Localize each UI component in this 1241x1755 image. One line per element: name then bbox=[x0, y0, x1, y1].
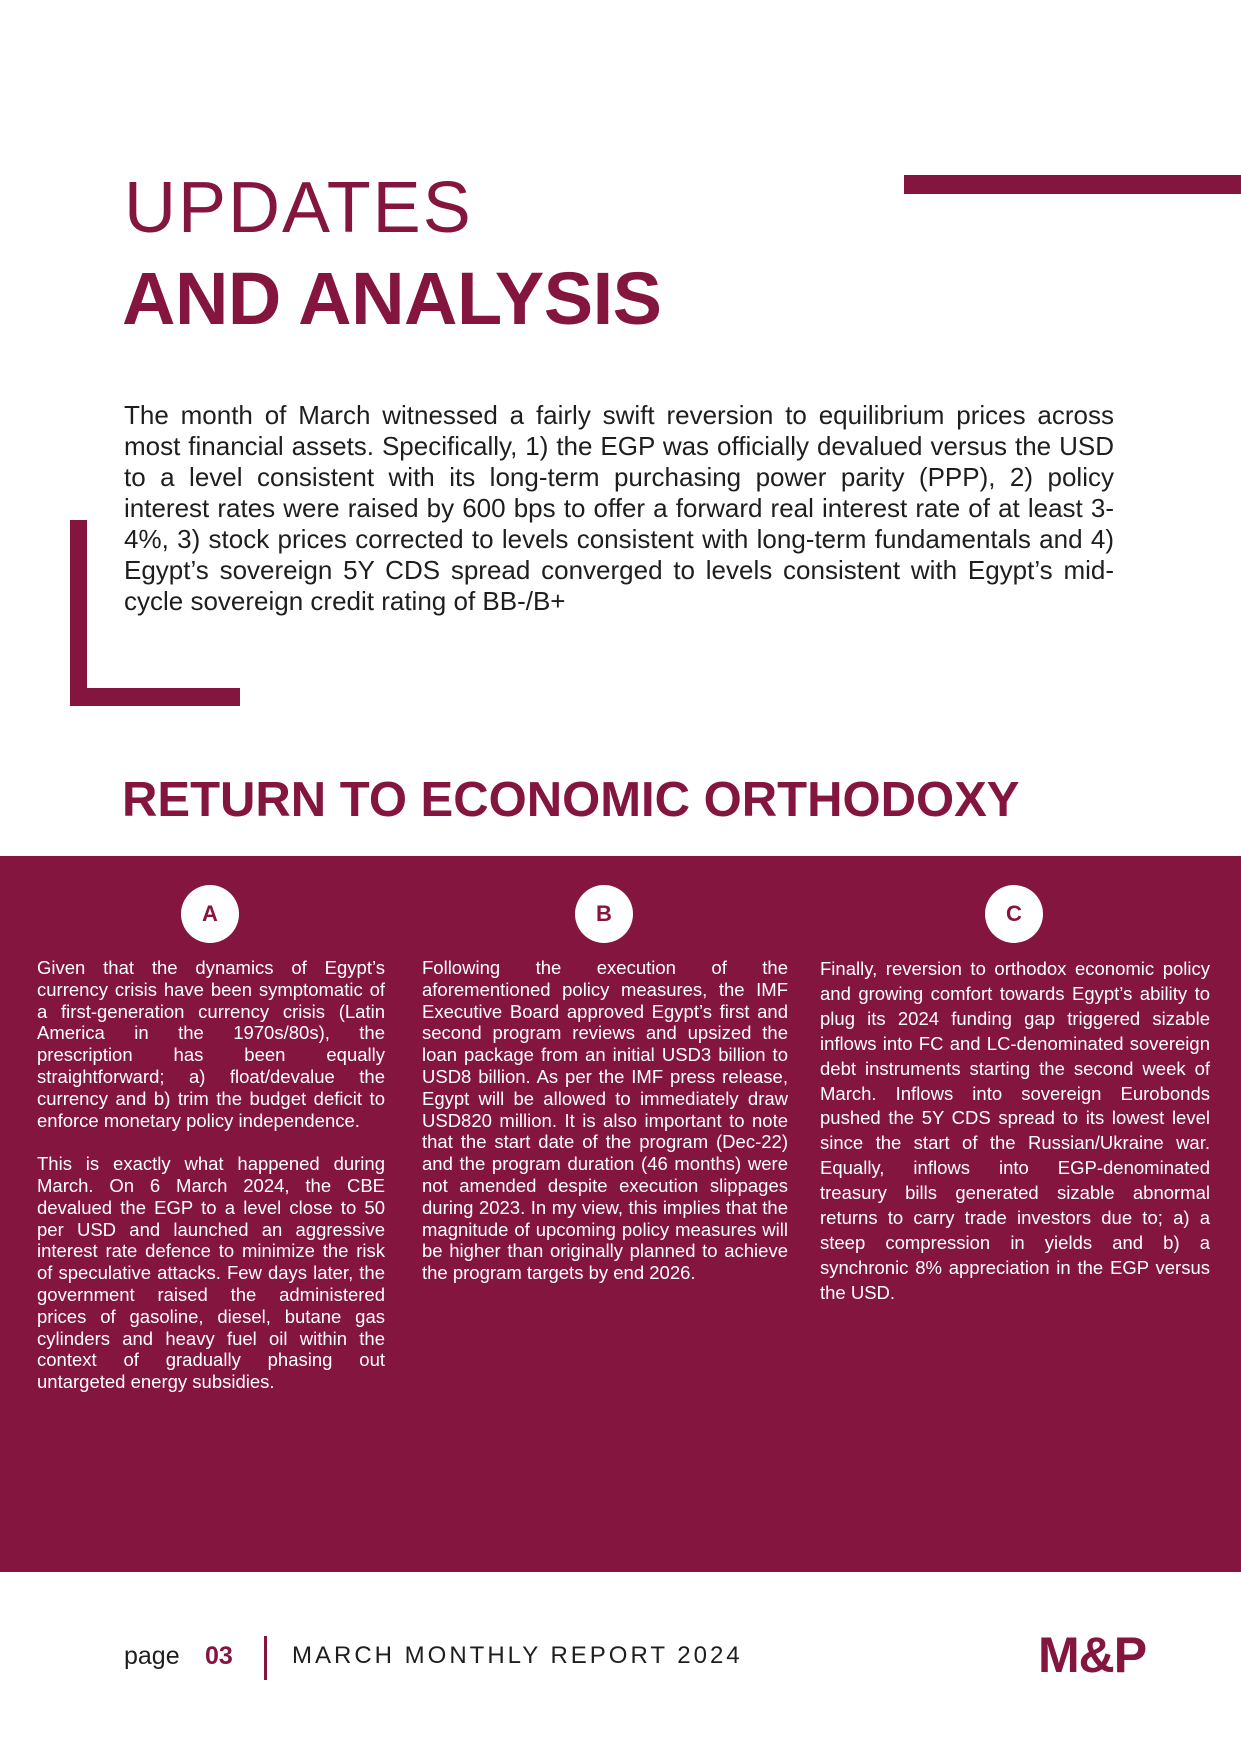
column-c bbox=[820, 957, 1210, 1306]
section-heading: RETURN TO ECONOMIC ORTHODOXY bbox=[122, 773, 1020, 827]
decorative-top-bar bbox=[904, 175, 1241, 194]
column-a-badge: A bbox=[181, 885, 239, 943]
footer-divider bbox=[264, 1636, 267, 1680]
company-logo: M&P bbox=[1038, 1627, 1147, 1683]
column-a-paragraph-2: This is exactly what happened during March. On 6 March 2024, the CBE devalued the EGP to a level close to 50 per USD and launched an aggressive interest rate defence to minimize the risk of speculative attacks. Few days later, the government raised the administered prices of gasoline, diesel, butane gas cylinders and heavy fuel oil within the context of gradually phasing out untargeted energy subsidies. bbox=[37, 1153, 385, 1393]
column-c-paragraph-1: Finally, reversion to orthodox economic policy and growing comfort towards Egypt’s ability to plug its 2024 funding gap triggered sizable inflows into FC and LC-denominated sovereign debt instruments starting the second week of March. Inflows into sovereign Eurobonds pushed the 5Y CDS spread to its lowest level since the start of the Russian/Ukraine war. Equally, inflows into EGP-denominated treasury bills generated sizable abnormal returns to carry trade investors due to; a) a steep compression in yields and b) a synchronic 8% appreciation in the EGP versus the USD. bbox=[820, 958, 1210, 1303]
column-c-badge: C bbox=[985, 885, 1043, 943]
decorative-bracket-horizontal bbox=[70, 688, 240, 706]
column-a-paragraph-1: Given that the dynamics of Egypt’s currency crisis have been symptomatic of a first-generation currency crisis (Latin America in the 1970s/80s), the prescription has been equally straightforward; a) float/devalue the currency and b) trim the budget deficit to enforce monetary policy independence. bbox=[37, 957, 385, 1131]
intro-paragraph: The month of March witnessed a fairly swift reversion to equilibrium prices across most financial assets. Specifically, 1) the EGP was officially devalued versus the USD to a level consistent with its long-term purchasing power parity (PPP), 2) policy interest rates were raised by 600 bps to offer a forward real interest rate of at least 3-4%, 3) stock prices corrected to levels consistent with long-term fundamentals and 4) Egypt’s sovereign 5Y CDS spread converged to levels consistent with Egypt’s mid-cycle sovereign credit rating of BB-/B+ bbox=[124, 400, 1114, 616]
page-title-line2: AND ANALYSIS bbox=[122, 257, 662, 340]
footer-page-number: 03 bbox=[205, 1642, 233, 1670]
column-b-paragraph-1: Following the execution of the aforementioned policy measures, the IMF Executive Board approved Egypt’s first and second program reviews and upsized the loan package from an initial USD3 billion to USD8 billion. As per the IMF press release, Egypt will be allowed to immediately draw USD820 million. It is also important to note that the start date of the program (Dec-22) and the program duration (46 months) were not amended despite execution slippages during 2023. In my view, this implies that the magnitude of upcoming policy measures will be higher than originally planned to achieve the program targets by end 2026. bbox=[422, 957, 788, 1284]
footer-page-label: page bbox=[124, 1642, 180, 1670]
decorative-bracket-vertical bbox=[70, 520, 87, 706]
footer-report-title: MARCH MONTHLY REPORT 2024 bbox=[292, 1642, 743, 1669]
page-title-line1: UPDATES bbox=[124, 168, 473, 248]
column-a bbox=[37, 957, 385, 1393]
column-b bbox=[422, 957, 788, 1284]
column-b-badge: B bbox=[575, 885, 633, 943]
